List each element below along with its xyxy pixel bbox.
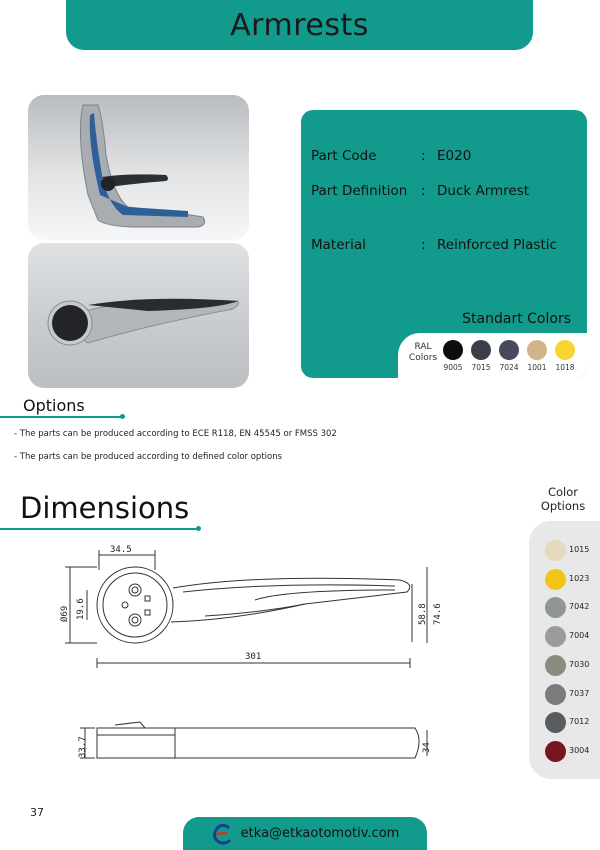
page-title: Armrests xyxy=(230,7,369,43)
color-option-code: 7012 xyxy=(569,717,590,727)
separator: : xyxy=(421,183,426,199)
title-banner xyxy=(66,0,533,50)
color-option-swatch xyxy=(545,712,566,733)
dimensions-underline-dot xyxy=(196,526,201,531)
ral-color-swatch xyxy=(527,340,547,360)
dim-label-height-b: 74.6 xyxy=(433,603,443,625)
dim-label-side-end: 34 xyxy=(422,742,432,753)
color-option-code: 7037 xyxy=(569,688,590,698)
part-definition-row xyxy=(311,183,529,199)
part-code-value: E020 xyxy=(437,148,472,164)
option-item: - The parts can be produced according to ECE R118, EN 45545 or FMSS 302 xyxy=(14,429,337,439)
ral-color-swatch xyxy=(499,340,519,360)
color-option-swatch xyxy=(545,684,566,705)
color-option-code: 1015 xyxy=(569,545,590,554)
color-option-swatch xyxy=(545,741,566,762)
etka-logo-icon xyxy=(211,822,233,846)
color-option-code: 7042 xyxy=(569,602,590,612)
ral-colors-label: RAL Colors xyxy=(408,342,438,363)
dim-label-small-height: 19.6 xyxy=(76,598,86,620)
options-underline xyxy=(0,416,122,418)
material-value: Reinforced Plastic xyxy=(437,237,557,253)
color-option-code: 1023 xyxy=(569,573,590,583)
dimensions-underline xyxy=(0,528,198,530)
ral-color-code: 1001 xyxy=(527,363,547,372)
color-option-code: 7004 xyxy=(569,631,590,641)
dim-label-side-height: 33.7 xyxy=(78,736,88,758)
ral-color-code: 1018 xyxy=(555,363,575,372)
standard-colors-title: Standart Colors xyxy=(462,311,571,327)
color-option-swatch xyxy=(545,626,566,647)
dim-label-top-width: 34.5 xyxy=(110,545,132,555)
color-options-panel xyxy=(529,521,600,779)
color-option-swatch xyxy=(545,597,566,618)
page-number: 37 xyxy=(30,806,44,819)
dimension-drawing xyxy=(55,540,445,780)
color-options-title: Color Options xyxy=(540,485,586,513)
armrest-photo xyxy=(28,243,249,388)
color-option-code: 7030 xyxy=(569,659,590,669)
part-definition-value: Duck Armrest xyxy=(437,183,530,199)
options-title: Options xyxy=(23,396,85,415)
ral-color-code: 9005 xyxy=(443,363,463,372)
separator: : xyxy=(421,237,426,253)
part-code-row xyxy=(311,148,471,164)
ral-color-swatch xyxy=(555,340,575,360)
dim-label-diameter: Ø69 xyxy=(60,605,70,622)
ral-color-code: 7024 xyxy=(499,363,519,372)
footer-bar xyxy=(183,817,427,850)
material-row xyxy=(311,237,557,253)
ral-color-code: 7015 xyxy=(471,363,491,372)
option-item: - The parts can be produced according to defined color options xyxy=(14,452,283,462)
dim-label-length: 301 xyxy=(245,652,262,662)
ral-colors-box xyxy=(398,333,587,378)
color-option-code: 3004 xyxy=(569,745,590,755)
ral-color-swatch xyxy=(443,340,463,360)
material-label: Material xyxy=(311,237,366,253)
dimensions-title: Dimensions xyxy=(20,491,190,525)
footer-email[interactable]: etka@etkaotomotiv.com xyxy=(240,826,400,841)
seat-photo xyxy=(28,95,249,240)
ral-color-swatch xyxy=(471,340,491,360)
color-option-swatch xyxy=(545,655,566,676)
options-underline-dot xyxy=(120,414,125,419)
separator: : xyxy=(421,148,426,164)
part-info-card xyxy=(301,110,587,378)
dim-label-height-a: 58.8 xyxy=(418,603,428,625)
color-option-swatch xyxy=(545,569,566,590)
part-code-label: Part Code xyxy=(311,148,377,164)
part-definition-label: Part Definition xyxy=(311,183,408,199)
color-option-swatch xyxy=(545,540,566,561)
